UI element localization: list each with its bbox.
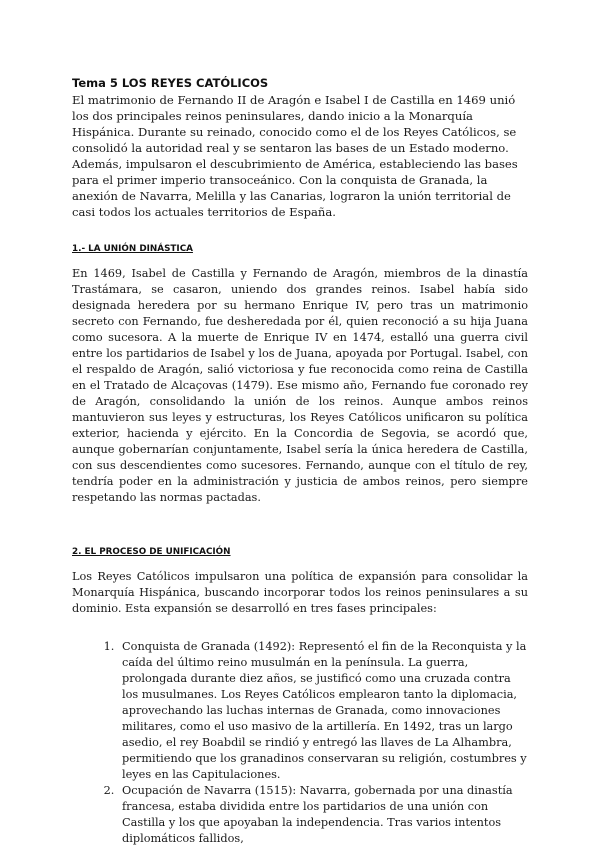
- section-1-heading: 1.- LA UNIÓN DINÁSTICA: [72, 244, 193, 254]
- unification-phases-list: [72, 639, 528, 847]
- section-1-paragraph: En 1469, Isabel de Castilla y Fernando de Aragón, miembros de la dinastía Trastámara, se casaron, uniendo dos grandes reinos. Isabel había sido designada heredera por su hermano Enrique IV, pero tras un matrimonio secreto con Fernando, fue desheredada por él, quien reconoció a su hija Juana como sucesora. A la muerte de Enrique IV en 1474, estalló una guerra civil entre los partidarios de Isabel y los de Juana, apoyada por Portugal. Isabel, con el respaldo de Aragón, salió victoriosa y fue reconocida como reina de Castilla en el Tratado de Alcaçovas (1479). Ese mismo año, Fernando fue coronado rey de Aragón, consolidando la unión de los reinos. Aunque ambos reinos mantuvieron sus leyes y estructuras, los Reyes Católicos unificaron su política exterior, hacienda y ejército. En la Concordia de Segovia, se acordó que, aunque gobernarían conjuntamente, Isabel sería la única heredera de Castilla, con sus descendientes como sucesores. Fernando, aunque con el título de rey, tendría poder en la administración y justicia de ambos reinos, pero siempre respetando las normas pactadas.: [72, 267, 528, 504]
- list-item: 1. Conquista de Granada (1492): Representó el fin de la Reconquista y la caída del último reino musulmán en la península. La guerra, prolongada durante diez años, se justificó como una cruzada contra los musulmanes. Los Reyes Católicos emplearon tanto la diplomacia, aprovechando las luchas internas de Granada, como innovaciones militares, como el uso masivo de la artillería. En 1492, tras un largo asedio, el rey Boabdil se rindió y entregó las llaves de La Alhambra, permitiendo que los granadinos conservaran su religión, costumbres y leyes en las Capitulaciones.: [118, 639, 528, 783]
- document-title: Tema 5 LOS REYES CATÓLICOS: [72, 76, 269, 90]
- section-2-paragraph: Los Reyes Católicos impulsaron una política de expansión para consolidar la Monarquía Hispánica, buscando incorporar todos los reinos peninsulares a su dominio. Esta expansión se desarrolló en tres fases principales:: [72, 570, 528, 615]
- section-2-heading: 2. EL PROCESO DE UNIFICACIÓN: [72, 547, 231, 557]
- intro-paragraph: El matrimonio de Fernando II de Aragón e Isabel I de Castilla en 1469 unió los dos principales reinos peninsulares, dando inicio a la Monarquía Hispánica. Durante su reinado, conocido como el de los Reyes Católicos, se consolidó la autoridad real y se sentaron las bases de un Estado moderno. Además, impulsaron el descubrimiento de América, estableciendo las bases para el primer imperio transoceánico. Con la conquista de Granada, la anexión de Navarra, Melilla y las Canarias, lograron la unión territorial de casi todos los actuales territorios de España.: [72, 93, 518, 219]
- list-item: 2. Ocupación de Navarra (1515): Navarra, gobernada por una dinastía francesa, estaba dividida entre los partidarios de una unión con Castilla y los que apoyaban la independencia. Tras varios intentos diplomáticos fallidos,: [118, 783, 528, 847]
